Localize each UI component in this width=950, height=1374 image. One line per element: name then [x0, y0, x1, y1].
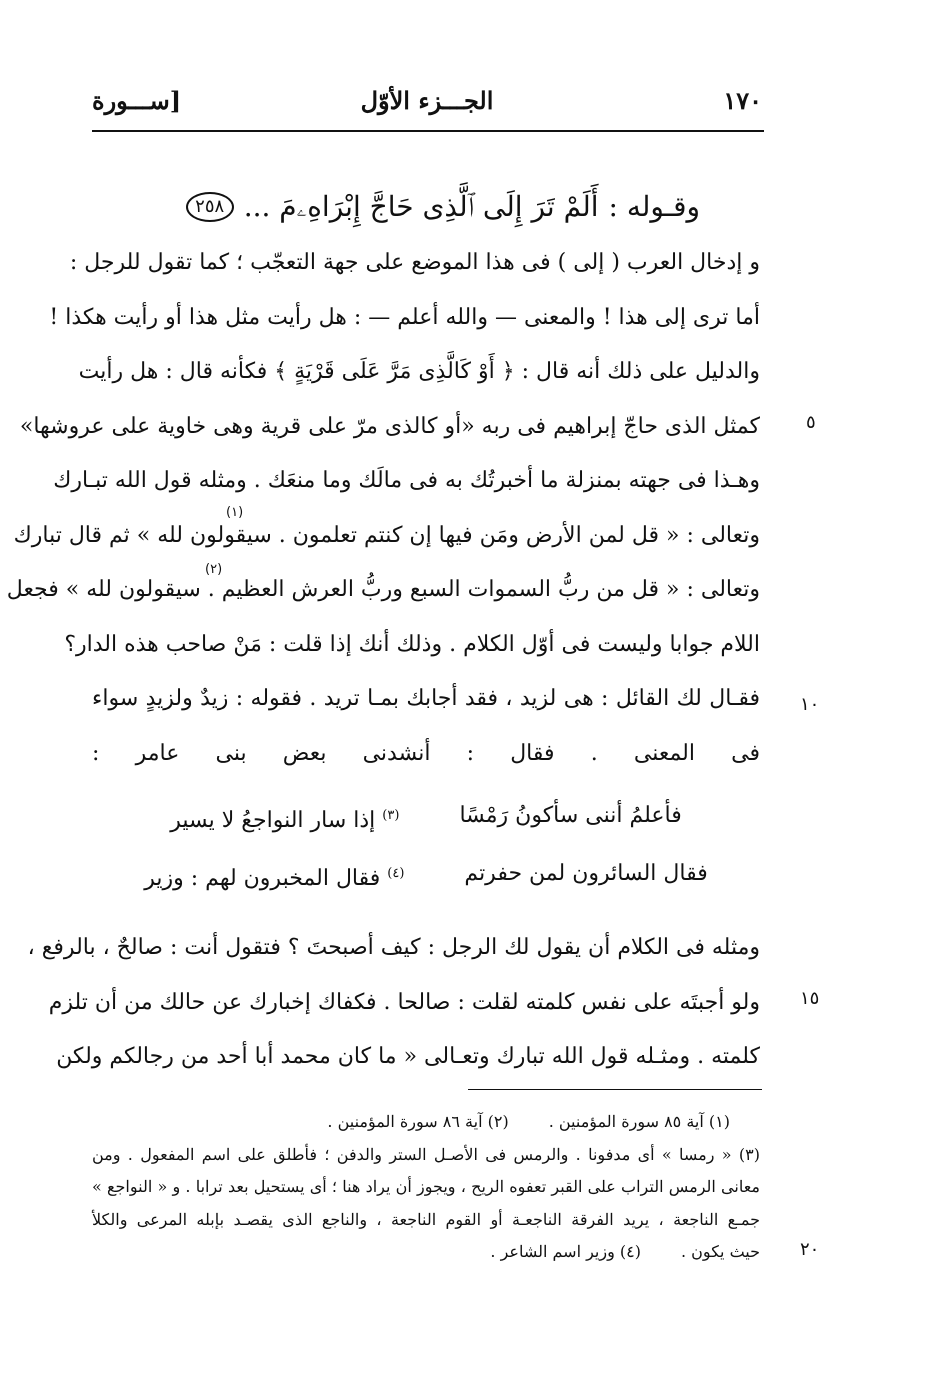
- line-number: ٢٠: [800, 1239, 820, 1260]
- text-line: ولو أجبتَه على نفس كلمته لقلت : صالحا . فكفاك إخبارك عن حالك من أن تلزم: [48, 989, 760, 1015]
- footnote-1: (١) آية ٨٥ سورة المؤمنين .: [548, 1112, 730, 1131]
- footnote-3-line: (٣) « رمسا » أى مدفونا . والرمس فى الأصـل الستر والدفن ؛ فأطلق على اسم المفعول . ومن: [92, 1144, 760, 1164]
- text-line: و إدخال العرب ( إلى ) فى هذا الموضع على جهة التعجّب ؛ كما تقول للرجل :: [69, 250, 760, 275]
- footnote-row: [92, 1236, 760, 1269]
- surah-label: [ســـورة: [92, 86, 182, 115]
- page-number: ١٧٠: [723, 86, 762, 115]
- footnote-3-end: حيث يكون .: [681, 1242, 760, 1261]
- footnote-4: (٤) وزير اسم الشاعر .: [490, 1242, 641, 1261]
- footnote-marker: (٤): [387, 866, 405, 881]
- verse-number-badge: ٢٥٨: [186, 192, 234, 222]
- main-text: [6, 178, 760, 1085]
- footnote-3-line: معانى الرمس التراب على القبر تعفوه الريح ، ويجوز أن يراد هنا ؛ أى يستحيل بعد ترابا . و « النواجع »: [92, 1177, 761, 1196]
- footnote-marker: (٢): [205, 562, 223, 577]
- text-line: أما ترى إلى هذا ! والمعنى — والله أعلم — : هل رأيت مثل هذا أو رأيت هكذا !: [49, 304, 760, 330]
- poem-hemistich-first: فأعلمُ أننى سأكونُ رَمْسًا: [459, 803, 682, 828]
- text-line: وهـذا فى جهته بمنزلة ما أخبرتُك به فى مالَك وما منعَك . ومثله قول الله تبـارك: [53, 468, 760, 493]
- poem-verse: [92, 787, 760, 845]
- poem-hemistich-first: فقال السائرون لمن حفرتم: [464, 861, 708, 886]
- footnote-3-line: جمـع الناجعة ، يريد الفرقة الناجعـة أو القوم الناجعة ، والناجع الذى يقصـد بإبله المرعى والكلأ: [92, 1209, 760, 1229]
- footnotes: [92, 1106, 760, 1269]
- footnote-rule: [468, 1089, 762, 1090]
- verse-text: أَلَمْ تَرَ إِلَى ٱلَّذِى حَاجَّ إِبْرَاهِۦمَ ...: [243, 190, 599, 223]
- text-line: اللام جوابا وليست فى أوّل الكلام . وذلك أنك إذا قلت : مَنْ صاحب هذه الدار؟: [64, 631, 760, 657]
- poem: [92, 787, 760, 903]
- line-number: ٥: [806, 412, 816, 433]
- text-line: كمثل الذى حاجّ إبراهيم فى ربه «أو كالذى مرّ على قرية وهى خاوية على عروشها»: [19, 413, 760, 439]
- poem-hemistich-text: إذا سار النواجعُ لا يسير: [170, 808, 376, 834]
- verse-intro: وقـوله :: [608, 190, 700, 223]
- line-number: ١٥: [800, 988, 820, 1009]
- poem-hemistich-second: [144, 845, 404, 903]
- text-line: فقـال لك القائل : هى لزيد ، فقد أجابك بمـا تريد . فقوله : زيدٌ ولزيدٍ سواء: [92, 686, 760, 711]
- poem-hemistich-text: فقال المخبرون لهم : وزير: [144, 866, 381, 892]
- text-line: والدليل على ذلك أنه قال : ﴿ أَوْ كَالَّذِى مَرَّ عَلَى قَرْيَةٍ ﴾ فكأنه قال : هل رأيت: [78, 359, 760, 384]
- footnote-row: [92, 1106, 760, 1139]
- footnote-marker: (٣): [382, 808, 400, 823]
- footnote-marker: (١): [226, 505, 244, 520]
- page-header: [92, 82, 762, 126]
- poem-verse: [92, 845, 760, 903]
- poem-hemistich-second: [170, 787, 399, 845]
- text-line: كلمته . ومثـله قول الله تبارك وتعـالى « ما كان محمد أبا أحد من رجالكم ولكن: [56, 1044, 760, 1069]
- text-line: فى المعنى . فقال : أنشدنى بعض بنى عامر :: [92, 740, 760, 766]
- verse-heading: [92, 178, 760, 236]
- part-title: الجـــزء الأوّل: [360, 86, 494, 115]
- line-number: ١٠: [800, 694, 820, 715]
- footnote-2: (٢) آية ٨٦ سورة المؤمنين .: [327, 1112, 509, 1131]
- header-rule: [92, 130, 764, 132]
- text-line: وتعالى : « قل لمن الأرض ومَن فيها إن كنتم تعلمون . سيقولون لله » ثم قال تبارك: [13, 522, 760, 548]
- text-line: ومثله فى الكلام أن يقول لك الرجل : كيف أصبحتَ ؟ فتقول أنت : صالحٌ ، بالرفع ،: [27, 935, 760, 960]
- text-line: وتعالى : « قل من ربُّ السموات السبع وربُّ العرش العظيم . سيقولون لله » فجعل: [6, 577, 760, 602]
